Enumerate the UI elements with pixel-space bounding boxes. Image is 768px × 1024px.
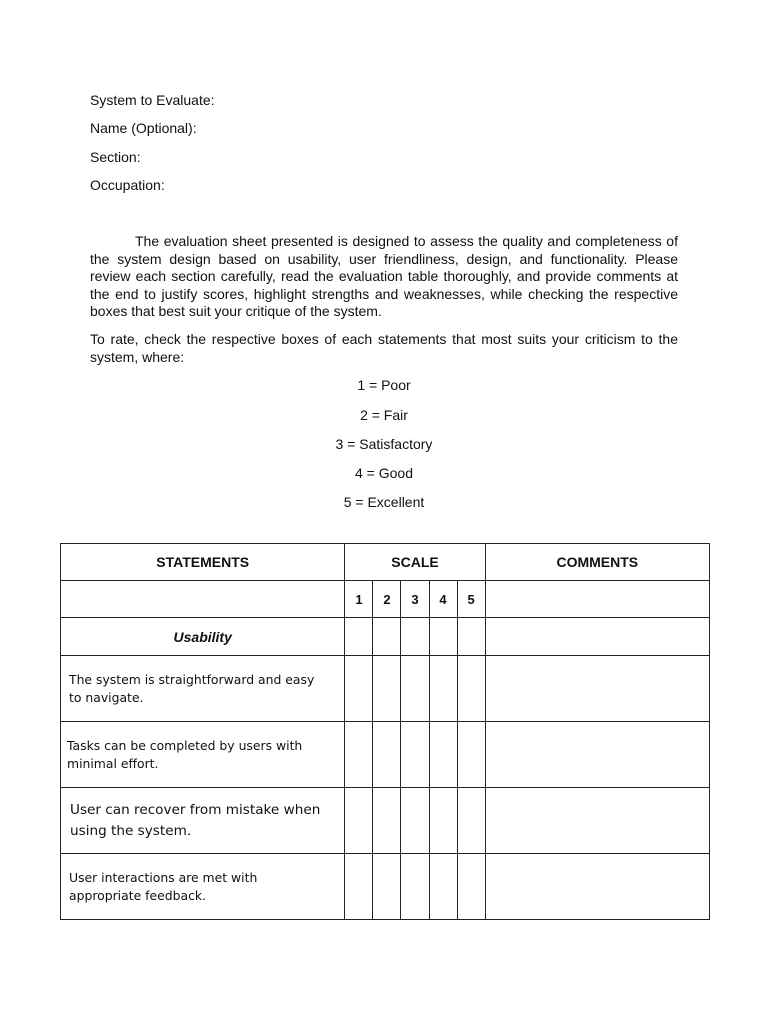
- comments-header: COMMENTS: [485, 544, 709, 581]
- statement-text: User interactions are met with appropriate feedback.: [69, 869, 258, 903]
- scale-header: SCALE: [345, 544, 485, 581]
- system-to-evaluate-label: System to Evaluate:: [90, 92, 215, 108]
- rating-box[interactable]: [345, 618, 373, 656]
- rating-scale-5: 5 = Excellent: [343, 494, 425, 510]
- rating-box-5[interactable]: [457, 854, 485, 920]
- rating-box[interactable]: [373, 618, 401, 656]
- rating-box-1[interactable]: [345, 656, 373, 722]
- statements-header: STATEMENTS: [61, 544, 345, 581]
- rating-box-3[interactable]: [401, 788, 429, 854]
- table-row: [61, 854, 710, 920]
- evaluation-table: [60, 543, 710, 920]
- rating-box-2[interactable]: [373, 854, 401, 920]
- rating-box-3[interactable]: [401, 722, 429, 788]
- rating-scale-4: 4 = Good: [355, 465, 413, 481]
- comment-cell[interactable]: [485, 854, 709, 920]
- statement-cell: [61, 722, 345, 788]
- rating-box-5[interactable]: [457, 788, 485, 854]
- rating-instructions: To rate, check the respective boxes of each statements that most suits your criticism to the system, where:: [90, 331, 678, 365]
- rating-box-3[interactable]: [401, 854, 429, 920]
- rating-scale-3: 3 = Satisfactory: [335, 436, 433, 452]
- rating-box-2[interactable]: [373, 788, 401, 854]
- comment-cell[interactable]: [485, 618, 709, 656]
- empty-comment-cell: [485, 581, 709, 618]
- occupation-label: Occupation:: [90, 177, 165, 193]
- comment-cell[interactable]: [485, 788, 709, 854]
- category-row: [61, 618, 710, 656]
- rating-box[interactable]: [457, 618, 485, 656]
- table-row: [61, 722, 710, 788]
- rating-box-1[interactable]: [345, 854, 373, 920]
- rating-box-1[interactable]: [345, 722, 373, 788]
- scale-number-3: 3: [401, 581, 429, 618]
- scale-number-4: 4: [429, 581, 457, 618]
- table-row: [61, 656, 710, 722]
- statement-text: User can recover from mistake when using the system.: [70, 801, 321, 839]
- comment-cell[interactable]: [485, 722, 709, 788]
- rating-box-5[interactable]: [457, 656, 485, 722]
- statement-cell: [61, 788, 345, 854]
- rating-box-2[interactable]: [373, 656, 401, 722]
- statement-cell: [61, 854, 345, 920]
- rating-box-5[interactable]: [457, 722, 485, 788]
- scale-number-2: 2: [373, 581, 401, 618]
- table-row: [61, 788, 710, 854]
- rating-box-4[interactable]: [429, 656, 457, 722]
- rating-scale-1: 1 = Poor: [357, 377, 411, 393]
- statement-text: Tasks can be completed by users with minimal effort.: [67, 737, 303, 771]
- section-label: Section:: [90, 149, 141, 165]
- statement-cell: [61, 656, 345, 722]
- rating-box-4[interactable]: [429, 788, 457, 854]
- scale-numbers-row: [61, 581, 710, 618]
- empty-statement-cell: [61, 581, 345, 618]
- rating-box-4[interactable]: [429, 854, 457, 920]
- rating-box-3[interactable]: [401, 656, 429, 722]
- rating-box-4[interactable]: [429, 722, 457, 788]
- intro-paragraph: The evaluation sheet presented is designed to assess the quality and completeness of the system design based on usability, user friendliness, design, and functionality. Please review each section carefully, read the evaluation table thoroughly, and provide comments at the end to justify scores, highlight strengths and weaknesses, while checking the respective boxes that best suit your critique of the system.: [90, 233, 678, 320]
- statement-text: The system is straightforward and easy to navigate.: [69, 671, 315, 705]
- rating-scale-2: 2 = Fair: [360, 407, 408, 423]
- rating-box-1[interactable]: [345, 788, 373, 854]
- comment-cell[interactable]: [485, 656, 709, 722]
- table-header-row: [61, 544, 710, 581]
- rating-box[interactable]: [401, 618, 429, 656]
- scale-number-5: 5: [457, 581, 485, 618]
- rating-box-2[interactable]: [373, 722, 401, 788]
- category-usability: Usability: [61, 618, 345, 656]
- name-optional-label: Name (Optional):: [90, 120, 197, 136]
- rating-box[interactable]: [429, 618, 457, 656]
- scale-number-1: 1: [345, 581, 373, 618]
